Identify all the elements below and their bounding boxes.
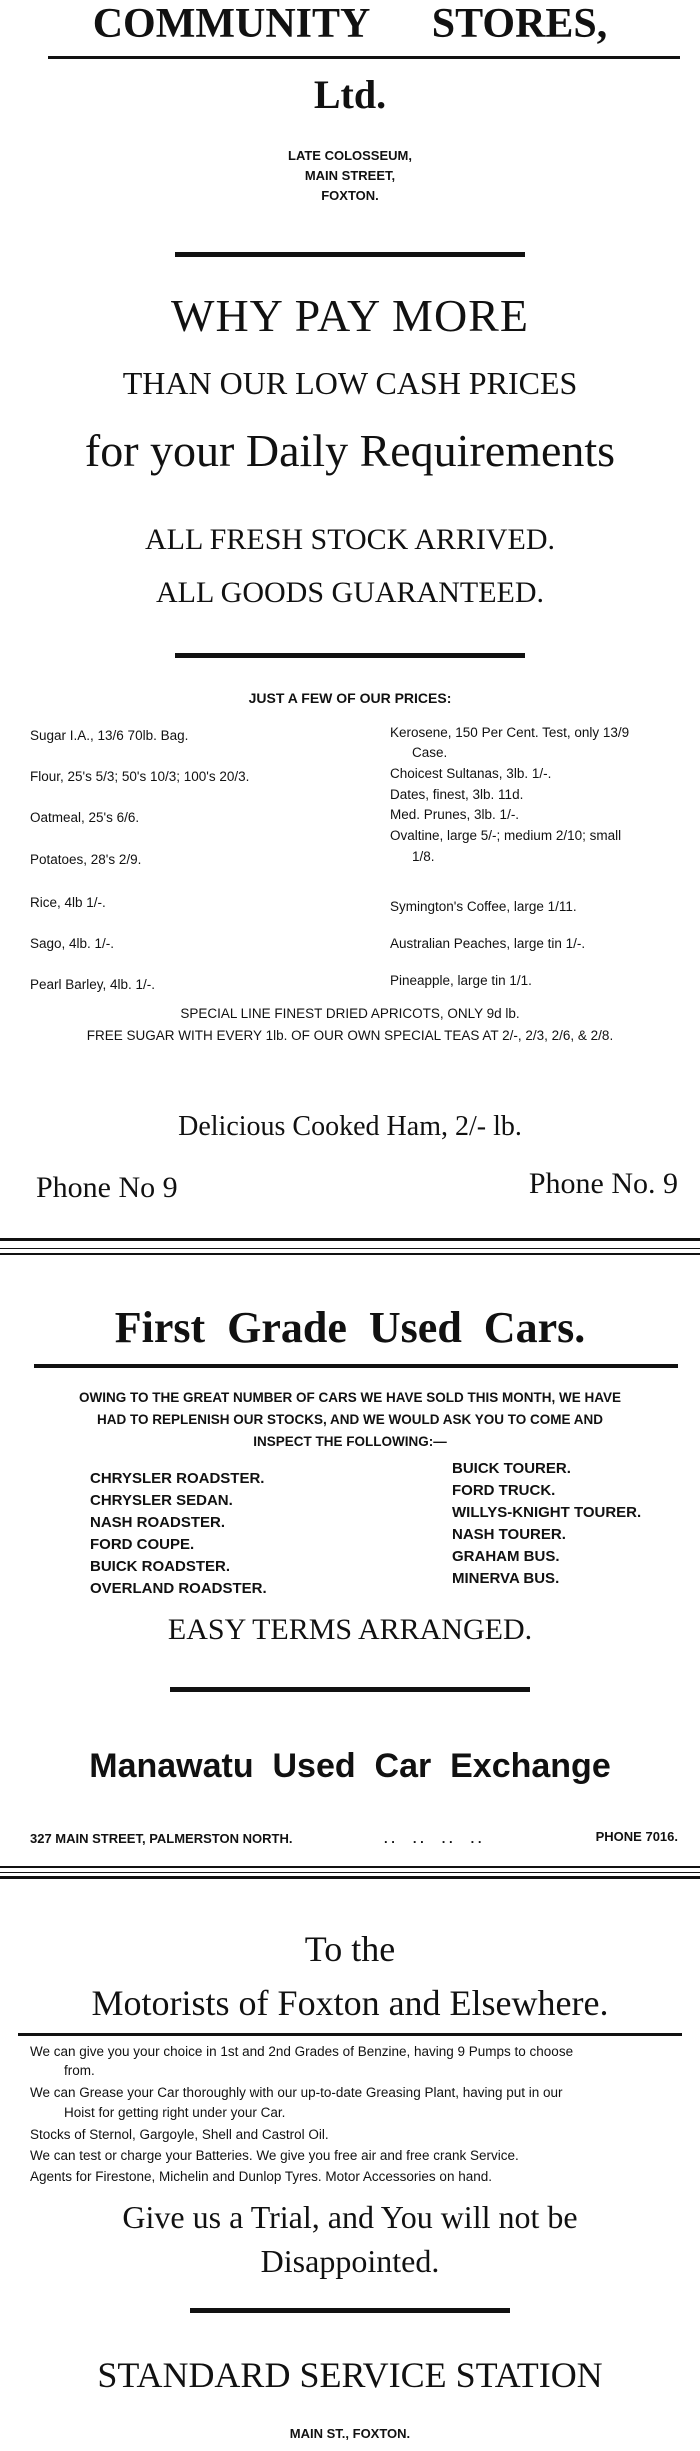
special-apricots: SPECIAL LINE FINEST DRIED APRICOTS, ONLY 9d lb. (180, 1006, 520, 1021)
trial-line-2: Disappointed. (260, 2243, 440, 2279)
divider (175, 252, 525, 257)
address-line-1: LATE COLOSSEUM, (288, 148, 412, 163)
motorists-title-1: To the (304, 1929, 396, 1969)
title-underline (34, 1364, 678, 1368)
used-cars-title: First Grade Used Cars. (114, 1303, 586, 1352)
price-item: Pineapple, large tin 1/1. (390, 973, 532, 988)
headline-daily-requirements: for your Daily Requirements (84, 425, 616, 476)
price-item: Rice, 4lb 1/-. (30, 895, 106, 910)
special-free-sugar: FREE SUGAR WITH EVERY 1lb. OF OUR OWN SPECIAL TEAS AT 2/-, 2/3, 2/6, & 2/8. (86, 1028, 614, 1043)
ad-separator (0, 1238, 700, 1241)
price-item: Australian Peaches, large tin 1/-. (390, 936, 586, 951)
service-line: Agents for Firestone, Michelin and Dunlop Tyres. Motor Accessories on hand. (30, 2169, 492, 2184)
car-item: MINERVA BUS. (452, 1570, 560, 1587)
exchange-phone: PHONE 7016. (595, 1829, 678, 1844)
leader-dots: . . . . . . . . (384, 1831, 482, 1846)
car-item: GRAHAM BUS. (452, 1548, 560, 1565)
divider (170, 1687, 530, 1692)
intro-line-1: OWING TO THE GREAT NUMBER OF CARS WE HAVE SOLD THIS MONTH, WE HAVE (79, 1390, 621, 1405)
price-item: Pearl Barley, 4lb. 1/-. (30, 977, 156, 992)
community-stores-title: COMMUNITY STORES, (92, 1, 608, 47)
fresh-stock-notice: ALL FRESH STOCK ARRIVED. (144, 523, 556, 556)
price-item: Kerosene, 150 Per Cent. Test, only 13/9 (390, 725, 630, 740)
motorists-title-2: Motorists of Foxton and Elsewhere. (91, 1983, 609, 2023)
title-underline (48, 56, 680, 59)
ad-separator (0, 1876, 700, 1879)
car-item: WILLYS-KNIGHT TOURER. (452, 1504, 642, 1521)
title-underline (18, 2033, 682, 2036)
car-item: BUICK ROADSTER. (90, 1558, 231, 1575)
price-item: Sugar I.A., 13/6 70lb. Bag. (30, 728, 189, 743)
intro-line-3: INSPECT THE FOLLOWING:— (253, 1434, 447, 1449)
car-item: CHRYSLER ROADSTER. (90, 1470, 265, 1487)
headline-low-cash-prices: THAN OUR LOW CASH PRICES (122, 365, 578, 401)
price-item: Flour, 25's 5/3; 50's 10/3; 100's 20/3. (30, 769, 250, 784)
company-name: Manawatu Used Car Exchange (89, 1747, 611, 1785)
price-item: Case. (412, 745, 448, 760)
phone-right: Phone No. 9 (528, 1167, 678, 1200)
price-item: Symington's Coffee, large 1/11. (390, 899, 577, 914)
ad-separator (0, 1866, 700, 1868)
service-line: We can give you your choice in 1st and 2nd Grades of Benzine, having 9 Pumps to choose (30, 2044, 574, 2059)
car-item: CHRYSLER SEDAN. (90, 1492, 233, 1509)
car-item: BUICK TOURER. (452, 1460, 571, 1477)
price-item: Ovaltine, large 5/-; medium 2/10; small (390, 828, 622, 843)
price-item: Dates, finest, 3lb. 11d. (390, 787, 524, 802)
station-name: STANDARD SERVICE STATION (97, 2355, 603, 2395)
exchange-address: 327 MAIN STREET, PALMERSTON NORTH. (30, 1831, 293, 1846)
ltd-label: Ltd. (313, 72, 387, 117)
service-line: We can Grease your Car thoroughly with our up-to-date Greasing Plant, having put in our (30, 2085, 563, 2100)
divider (175, 653, 525, 658)
divider (190, 2308, 510, 2313)
easy-terms: EASY TERMS ARRANGED. (167, 1613, 533, 1646)
car-item: FORD TRUCK. (452, 1482, 556, 1499)
car-item: OVERLAND ROADSTER. (90, 1580, 267, 1597)
service-line: Hoist for getting right under your Car. (64, 2105, 286, 2120)
price-item: Oatmeal, 25's 6/6. (30, 810, 140, 825)
service-line: Stocks of Sternol, Gargoyle, Shell and Castrol Oil. (30, 2127, 329, 2142)
headline-why-pay-more: WHY PAY MORE (171, 290, 529, 341)
cooked-ham-offer: Delicious Cooked Ham, 2/- lb. (178, 1111, 522, 1142)
price-item: Med. Prunes, 3lb. 1/-. (390, 807, 520, 822)
trial-line-1: Give us a Trial, and You will not be (122, 2199, 578, 2235)
goods-guaranteed-notice: ALL GOODS GUARANTEED. (155, 576, 545, 609)
car-item: NASH TOURER. (452, 1526, 566, 1543)
ad-separator (0, 1253, 700, 1255)
price-item: Potatoes, 28's 2/9. (30, 852, 142, 867)
address-line-3: FOXTON. (321, 188, 379, 203)
address-line-2: MAIN STREET, (304, 168, 396, 183)
station-address: MAIN ST., FOXTON. (289, 2426, 411, 2441)
ad-separator (0, 1248, 700, 1249)
car-item: NASH ROADSTER. (90, 1514, 226, 1531)
price-item: 1/8. (412, 849, 435, 864)
service-line: from. (64, 2063, 95, 2078)
car-item: FORD COUPE. (90, 1536, 195, 1553)
intro-line-2: HAD TO REPLENISH OUR STOCKS, AND WE WOULD ASK YOU TO COME AND (96, 1412, 604, 1427)
phone-left: Phone No 9 (36, 1171, 178, 1204)
price-item: Sago, 4lb. 1/-. (30, 936, 115, 951)
prices-heading: JUST A FEW OF OUR PRICES: (248, 690, 452, 706)
service-line: We can test or charge your Batteries. We give you free air and free crank Service. (30, 2148, 519, 2163)
price-item: Choicest Sultanas, 3lb. 1/-. (390, 766, 552, 781)
ad-separator (0, 1872, 700, 1873)
